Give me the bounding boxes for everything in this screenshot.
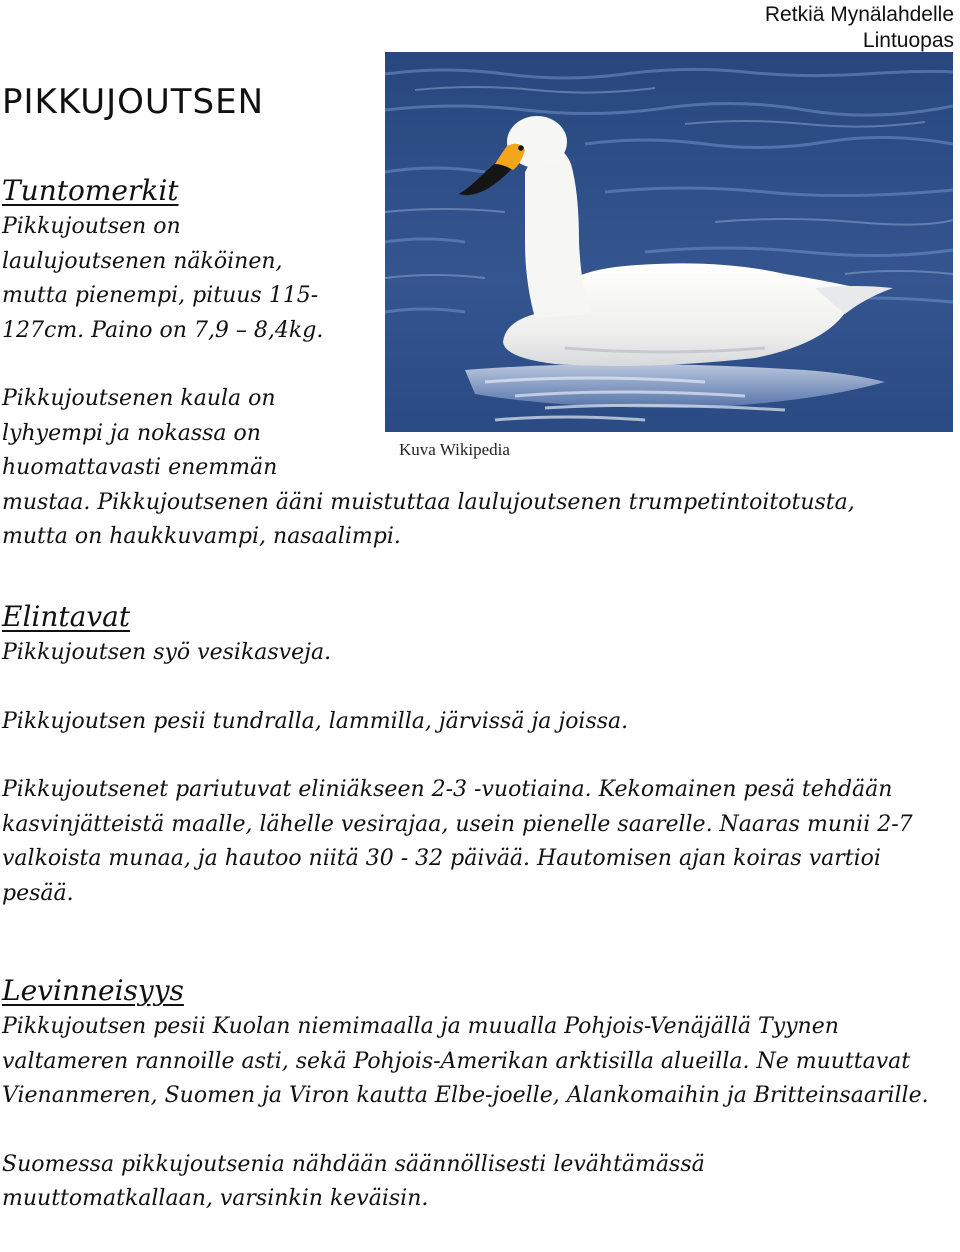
levinneisyys-paragraph-2: Suomessa pikkujoutsenia nähdään säännöllisesti levähtämässä muuttomatkallaan, varsinkin keväisin. <box>2 1151 705 1211</box>
section-elintavat <box>2 598 952 911</box>
text-line: Pikkujoutsen on <box>2 214 181 239</box>
text-line: Pikkujoutsenen kaula on <box>2 386 276 411</box>
photo-caption: Kuva Wikipedia <box>399 440 510 459</box>
page-title: PIKKUJOUTSEN <box>2 82 265 122</box>
text-line: mustaa. Pikkujoutsenen ääni muistuttaa laulujoutsenen trumpetintoitotusta, <box>2 489 855 515</box>
levinneisyys-paragraph-1: Pikkujoutsen pesii Kuolan niemimaalla ja muualla Pohjois-Venäjällä Tyynen valtameren rannoille asti, sekä Pohjois-Amerikan arktisilla alueilla. Ne muuttavat Vienanmeren, Suomen ja Viron kautta Elbe-joelle, Alankomaihin ja Britteinsaarille. <box>2 1014 929 1108</box>
elintavat-paragraph-3: Pikkujoutsenet pariutuvat eliniäkseen 2-3 -vuotiaina. Kekomainen pesä tehdään kasvinjätteistä maalle, lähelle vesirajaa, usein pienelle saarelle. Naaras munii 2-7 valkoista munaa, ja hautoo niitä 30 - 32 päivää. Hautomisen ajan koiras vartioi pesää. <box>2 777 913 906</box>
header-title: Retkiä Mynälahdelle <box>764 3 954 26</box>
text-line: lyhyempi ja nokassa on <box>2 420 261 446</box>
text-line: mutta pienempi, pituus 115- <box>2 283 319 308</box>
elintavat-paragraph-1: Pikkujoutsen syö vesikasveja. <box>2 640 332 665</box>
elintavat-paragraph-2: Pikkujoutsen pesii tundralla, lammilla, järvissä ja joissa. <box>2 708 629 734</box>
section-levinneisyys <box>2 972 952 1217</box>
header-subtitle: Lintuopas <box>862 29 954 52</box>
text-line: 127cm. Paino on 7,9 – 8,4kg. <box>2 317 324 343</box>
tuntomerkit-paragraph-2 <box>2 382 952 555</box>
section-tuntomerkit <box>2 172 952 555</box>
text-line: mutta on haukkuvampi, nasaalimpi. <box>2 524 401 549</box>
tuntomerkit-paragraph-1 <box>2 210 362 348</box>
heading-levinneisyys: Levinneisyys <box>2 974 184 1007</box>
document-header <box>765 2 954 54</box>
heading-tuntomerkit: Tuntomerkit <box>2 174 179 207</box>
text-line: laulujoutsenen näköinen, <box>2 248 283 274</box>
text-line: huomattavasti enemmän <box>2 455 278 480</box>
heading-elintavat: Elintavat <box>2 600 131 633</box>
